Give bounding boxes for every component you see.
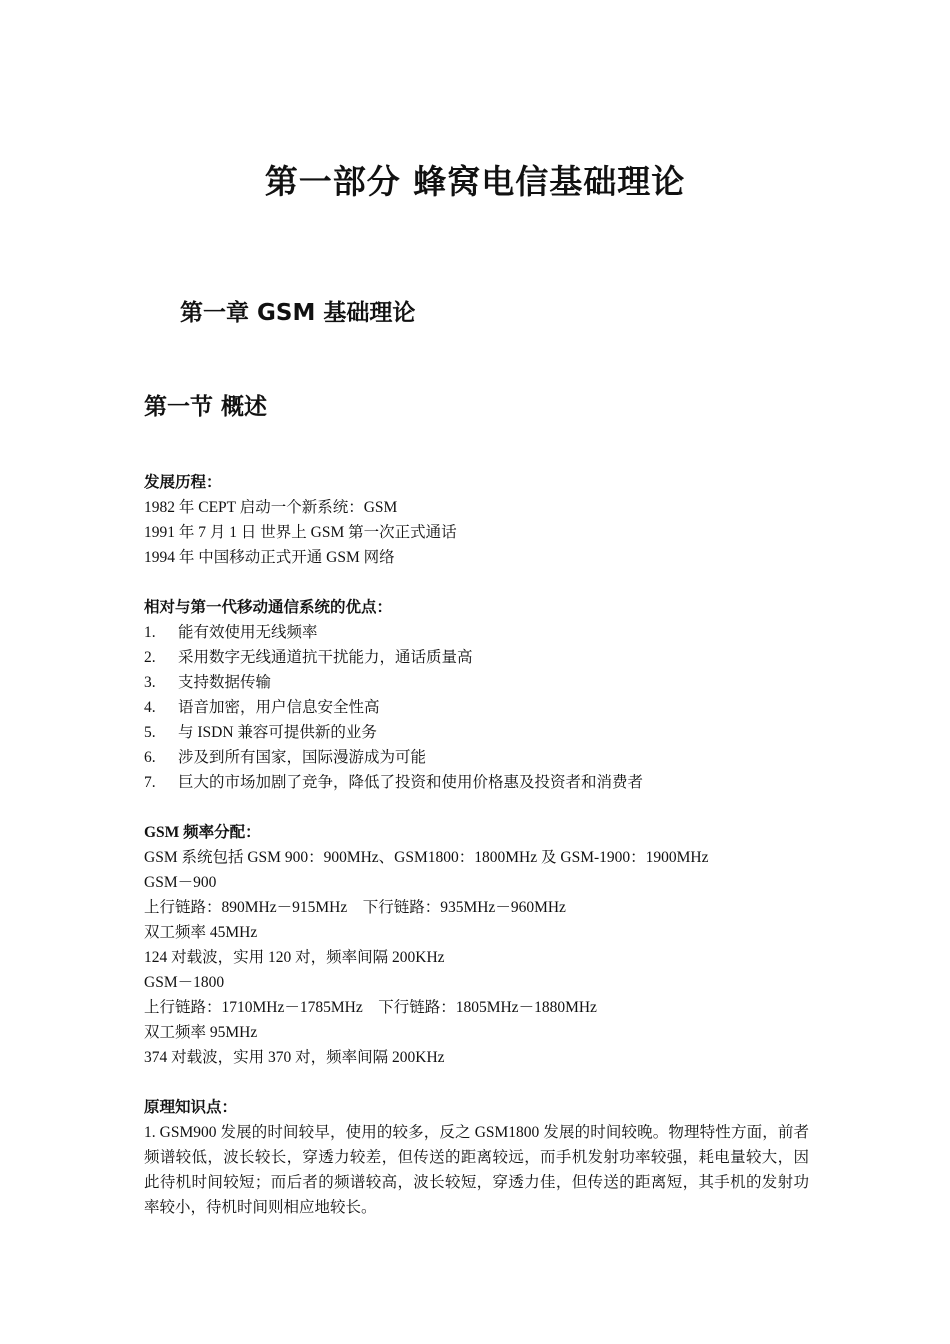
spacer [144,1070,809,1095]
list-number: 2. [144,649,156,666]
list-text: 采用数字无线通道抗干扰能力，通话质量高 [178,649,473,666]
list-number: 4. [144,699,156,716]
list-item [144,745,809,770]
list-item [144,620,809,645]
document-body [144,470,809,1220]
list-number: 3. [144,674,156,691]
frequency-line: 124 对载波，实用 120 对，频率间隔 200KHz [144,949,445,966]
spacer [144,795,809,820]
frequency-line: 双工频率 95MHz [144,1024,258,1041]
list-text: 巨大的市场加剧了竞争，降低了投资和使用价格惠及投资者和消费者 [178,774,644,791]
section-title: 第一节 概述 [144,394,268,420]
list-text: 能有效使用无线频率 [178,624,318,641]
history-line: 1982 年 CEPT 启动一个新系统：GSM [144,499,398,516]
advantages-heading: 相对与第一代移动通信系统的优点： [144,599,393,616]
list-item [144,770,809,795]
frequency-line: GSM 系统包括 GSM 900：900MHz、GSM1800：1800MHz 及 GSM-1900：1900MHz [144,849,709,866]
list-text: 涉及到所有国家，国际漫游成为可能 [178,749,427,766]
chapter-title: 第一章 GSM 基础理论 [180,300,416,326]
frequency-line: 上行链路：890MHz－915MHz 下行链路：935MHz－960MHz [144,899,566,916]
spacer [144,570,809,595]
history-line: 1994 年 中国移动正式开通 GSM 网络 [144,549,395,566]
list-text: 与 ISDN 兼容可提供新的业务 [178,724,377,741]
history-heading: 发展历程： [144,474,222,491]
principles-heading: 原理知识点： [144,1099,238,1116]
list-text: 支持数据传输 [178,674,272,691]
frequency-line: 374 对载波，实用 370 对，频率间隔 200KHz [144,1049,445,1066]
list-number: 1. [144,624,156,641]
list-item [144,645,809,670]
list-text: 语音加密，用户信息安全性高 [178,699,380,716]
history-line: 1991 年 7 月 1 日 世界上 GSM 第一次正式通话 [144,524,457,541]
list-item [144,720,809,745]
part-title: 第一部分 蜂窝电信基础理论 [264,162,686,201]
list-number: 6. [144,749,156,766]
frequency-line: GSM－1800 [144,974,225,991]
principles-paragraph: 1. GSM900 发展的时间较早，使用的较多，反之 GSM1800 发展的时间较晚。物理特性方面，前者频谱较低，波长较长，穿透力较差，但传送的距离较远，而手机发射功率较强，耗电量较大，因此待机时间较短；而后者的频谱较高，波长较短，穿透力佳，但传送的距离短，其手机的发射功率较小，待机时间则相应地较长。 [144,1124,809,1216]
list-number: 5. [144,724,156,741]
frequency-line: GSM－900 [144,874,217,891]
frequency-heading: GSM 频率分配： [144,824,261,841]
frequency-line: 上行链路：1710MHz－1785MHz 下行链路：1805MHz－1880MHz [144,999,597,1016]
list-item [144,695,809,720]
frequency-line: 双工频率 45MHz [144,924,258,941]
list-item [144,670,809,695]
list-number: 7. [144,774,156,791]
